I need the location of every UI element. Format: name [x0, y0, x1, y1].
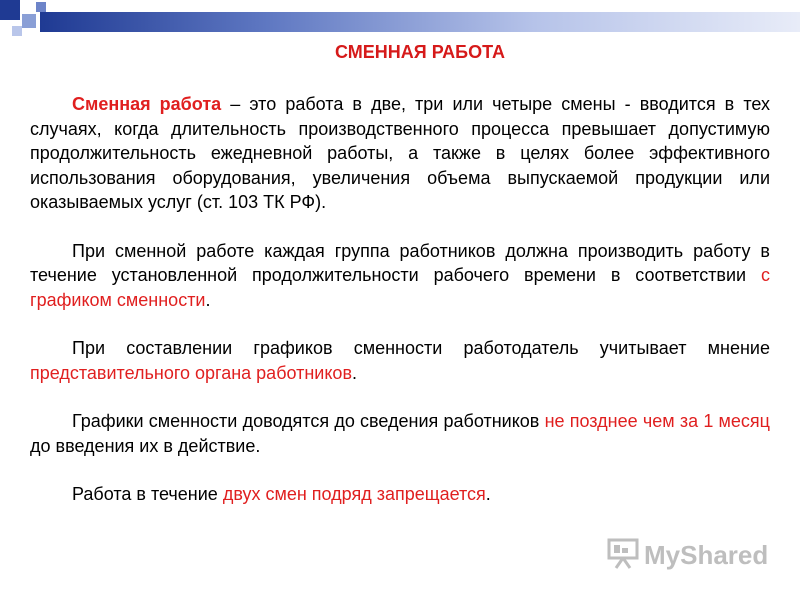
watermark-logo [606, 536, 769, 572]
watermark-text: MyShared [644, 540, 769, 570]
paragraph-text: Работа в течение [72, 484, 223, 504]
decor-square [12, 26, 22, 36]
paragraph-shift-rules [30, 239, 770, 313]
paragraph-definition [30, 92, 770, 215]
paragraph-text: – это работа в две, три или четыре смены - вводится в тех случаях, когда длительность производственного процесса превышает допустимую продолжительность ежедневной работы, а также в целях более эффективного использования оборудования, увеличения объема выпускаемой продукции или оказываемых услуг (ст. 103 ТК РФ). [30, 94, 770, 212]
decor-square [36, 2, 46, 12]
paragraph-text: При составлении графиков сменности работодатель учитывает мнение [72, 338, 770, 358]
decor-square [0, 0, 20, 20]
paragraph-text: . [205, 289, 211, 310]
document-body [30, 92, 770, 507]
paragraph-schedule-opinion [30, 336, 770, 385]
decor-square [22, 14, 36, 28]
paragraph-text: . [485, 484, 491, 504]
red-highlight: не позднее чем за 1 месяц [544, 411, 770, 431]
paragraph-double-shift-ban [30, 482, 770, 507]
paragraph-text: . [352, 362, 358, 383]
paragraph-text: до введения их в действие. [30, 435, 261, 456]
page-title: СМЕННАЯ РАБОТА [335, 42, 505, 62]
paragraph-text: При сменной работе каждая группа работников должна производить работу в течение установленной продолжительности рабочего времени в соответствии [30, 240, 770, 285]
red-highlight: с графиком сменности [30, 265, 770, 310]
paragraph-notice-period [30, 409, 770, 458]
term-highlight: Сменная работа [72, 94, 222, 114]
red-highlight: представительного органа работников [30, 362, 353, 383]
paragraph-text: Графики сменности доводятся до сведения работников [72, 411, 545, 431]
red-highlight: двух смен подряд запрещается [222, 484, 486, 504]
header-gradient-bar [40, 12, 800, 32]
